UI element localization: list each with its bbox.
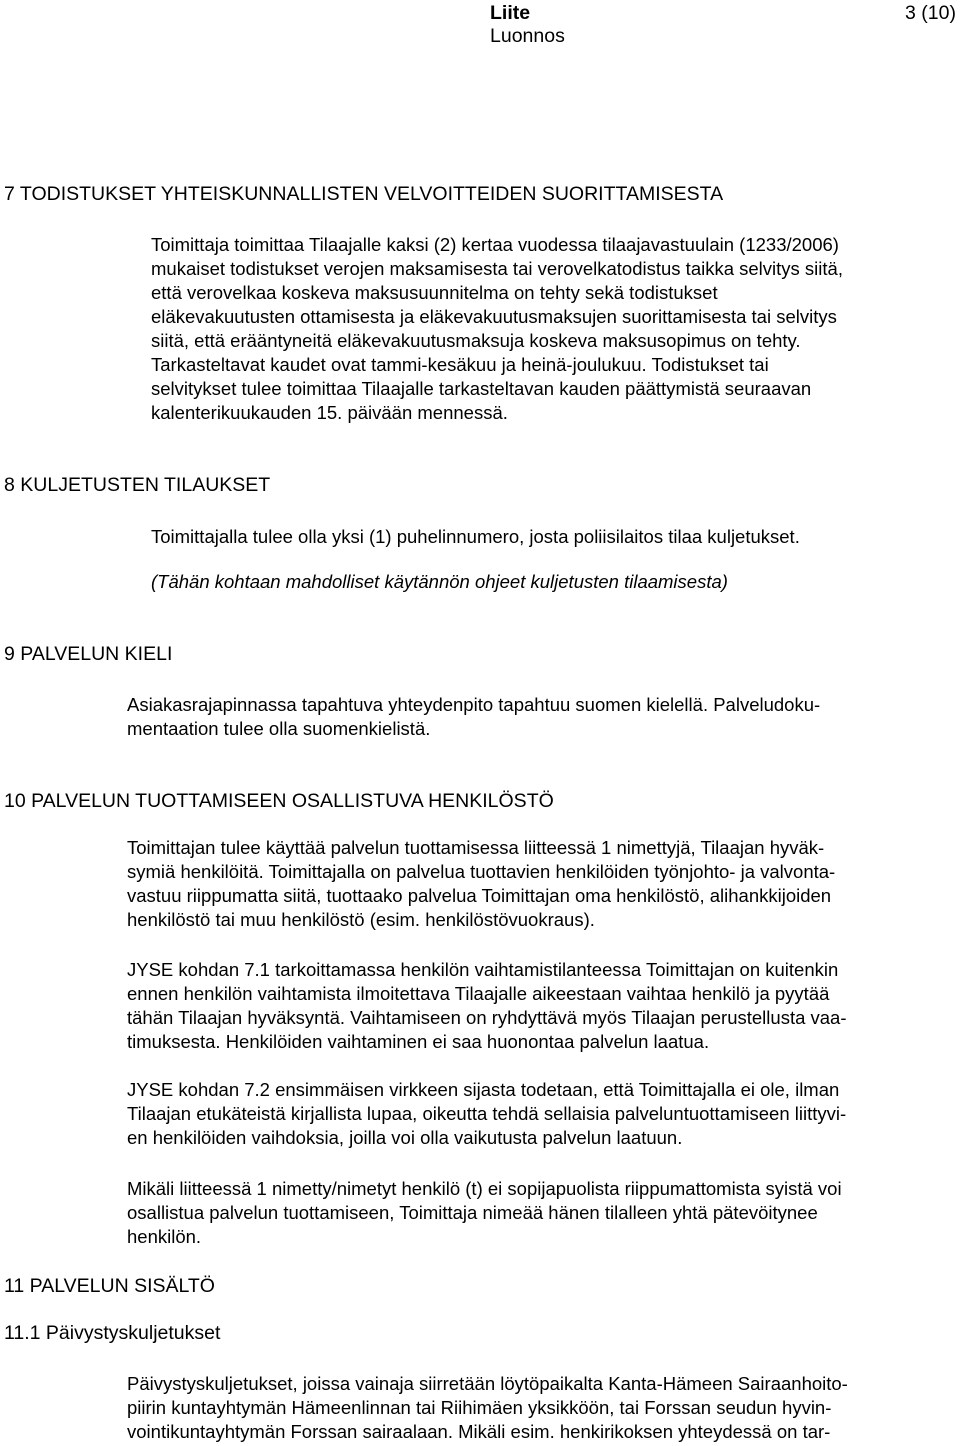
section-8-heading: 8 KULJETUSTEN TILAUKSET (4, 474, 271, 496)
document-status: Luonnos (490, 25, 565, 47)
text-line: selvitykset tulee toimittaa Tilaajalle tarkasteltavan kauden päättymistä seuraavan (151, 378, 812, 399)
section-10-paragraph-3 (127, 1078, 846, 1150)
document-title: Liite (490, 2, 531, 24)
section-10-paragraph-4 (127, 1177, 842, 1249)
text-line: en henkilöiden vaihdoksia, joilla voi olla vaikutusta palvelun laatuun. (127, 1127, 683, 1148)
text-line: Tilaajan etukäteistä kirjallista lupaa, oikeutta tehdä sellaisia palveluntuottamiseen liittyvi- (127, 1103, 847, 1124)
section-8-note (151, 570, 728, 594)
section-10-heading: 10 PALVELUN TUOTTAMISEEN OSALLISTUVA HENKILÖSTÖ (4, 790, 554, 812)
text-line: piirin kuntayhtymän Hämeenlinnan tai Riihimäen yksikköön, tai Forssan seudun hyvin- (127, 1397, 832, 1418)
text-line: vointikuntayhtymän Forssan sairaalaan. Mikäli esim. henkirikoksen yhteydessä on tar- (127, 1421, 831, 1442)
text-line: Mikäli liitteessä 1 nimetty/nimetyt henkilö (t) ei sopijapuolista riippumattomista syistä voi (127, 1178, 842, 1199)
text-line: henkilön. (127, 1226, 202, 1247)
text-line: Päivystyskuljetukset, joissa vainaja siirretään löytöpaikalta Kanta-Hämeen Sairaanhoito- (127, 1373, 848, 1394)
section-11-1-heading: 11.1 Päivystyskuljetukset (4, 1322, 221, 1344)
text-line: timuksesta. Henkilöiden vaihtaminen ei saa huonontaa palvelun laatua. (127, 1031, 710, 1052)
text-line: JYSE kohdan 7.2 ensimmäisen virkkeen sijasta todetaan, että Toimittajalla ei ole, ilman (127, 1079, 840, 1100)
section-7-paragraph (151, 233, 843, 425)
text-line: JYSE kohdan 7.1 tarkoittamassa henkilön vaihtamistilanteessa Toimittajan on kuitenkin (127, 959, 839, 980)
text-line: ennen henkilön vaihtamista ilmoitettava Tilaajalle aikeestaan vaihtaa henkilö ja pyytää (127, 983, 830, 1004)
section-10-paragraph-2 (127, 958, 847, 1054)
text-line: Toimittajalla tulee olla yksi (1) puhelinnumero, josta poliisilaitos tilaa kuljetukset. (151, 526, 800, 547)
text-line: mukaiset todistukset verojen maksamisesta tai verovelkatodistus taikka selvitys siitä, (151, 258, 843, 279)
text-line: että verovelkaa koskeva maksusuunnitelma on tehty sekä todistukset (151, 282, 718, 303)
section-10-paragraph-1 (127, 836, 835, 932)
text-line: Asiakasrajapinnassa tapahtuva yhteydenpito tapahtuu suomen kielellä. Palveludoku- (127, 694, 821, 715)
section-9-paragraph (127, 693, 820, 741)
text-line: osallistua palvelun tuottamiseen, Toimittaja nimeää hänen tilalleen yhtä pätevöitynee (127, 1202, 818, 1223)
text-line: (Tähän kohtaan mahdolliset käytännön ohjeet kuljetusten tilaamisesta) (151, 571, 728, 592)
section-11-1-paragraph (127, 1372, 848, 1444)
text-line: Toimittajan tulee käyttää palvelun tuottamisessa liitteessä 1 nimettyjä, Tilaajan hyväk- (127, 837, 825, 858)
section-9-heading: 9 PALVELUN KIELI (4, 643, 173, 665)
page-number: 3 (10) (905, 2, 956, 24)
section-11-heading: 11 PALVELUN SISÄLTÖ (4, 1275, 215, 1297)
text-line: eläkevakuutusten ottamisesta ja eläkevakuutusmaksujen suorittamisesta tai selvitys (151, 306, 837, 327)
text-line: Toimittaja toimittaa Tilaajalle kaksi (2) kertaa vuodessa tilaajavastuulain (1233/2006) (151, 234, 839, 255)
section-8-paragraph (151, 525, 800, 549)
section-7-heading: 7 TODISTUKSET YHTEISKUNNALLISTEN VELVOITTEIDEN SUORITTAMISESTA (4, 183, 724, 205)
text-line: mentaation tulee olla suomenkielistä. (127, 718, 431, 739)
text-line: henkilöstö tai muu henkilöstö (esim. henkilöstövuokraus). (127, 909, 595, 930)
text-line: kalenterikuukauden 15. päivään mennessä. (151, 402, 508, 423)
text-line: siitä, että erääntyneitä eläkevakuutusmaksuja koskeva maksusopimus on tehty. (151, 330, 801, 351)
text-line: tähän Tilaajan hyväksyntä. Vaihtamiseen on ryhdyttävä myös Tilaajan perustellusta vaa- (127, 1007, 847, 1028)
text-line: Tarkasteltavat kaudet ovat tammi-kesäkuu ja heinä-joulukuu. Todistukset tai (151, 354, 769, 375)
text-line: symiä henkilöitä. Toimittajalla on palvelua tuottavien henkilöiden työnjohto- ja valvonta- (127, 861, 836, 882)
text-line: vastuu riippumatta siitä, tuottaako palvelua Toimittajan oma henkilöstö, alihankkijoiden (127, 885, 832, 906)
